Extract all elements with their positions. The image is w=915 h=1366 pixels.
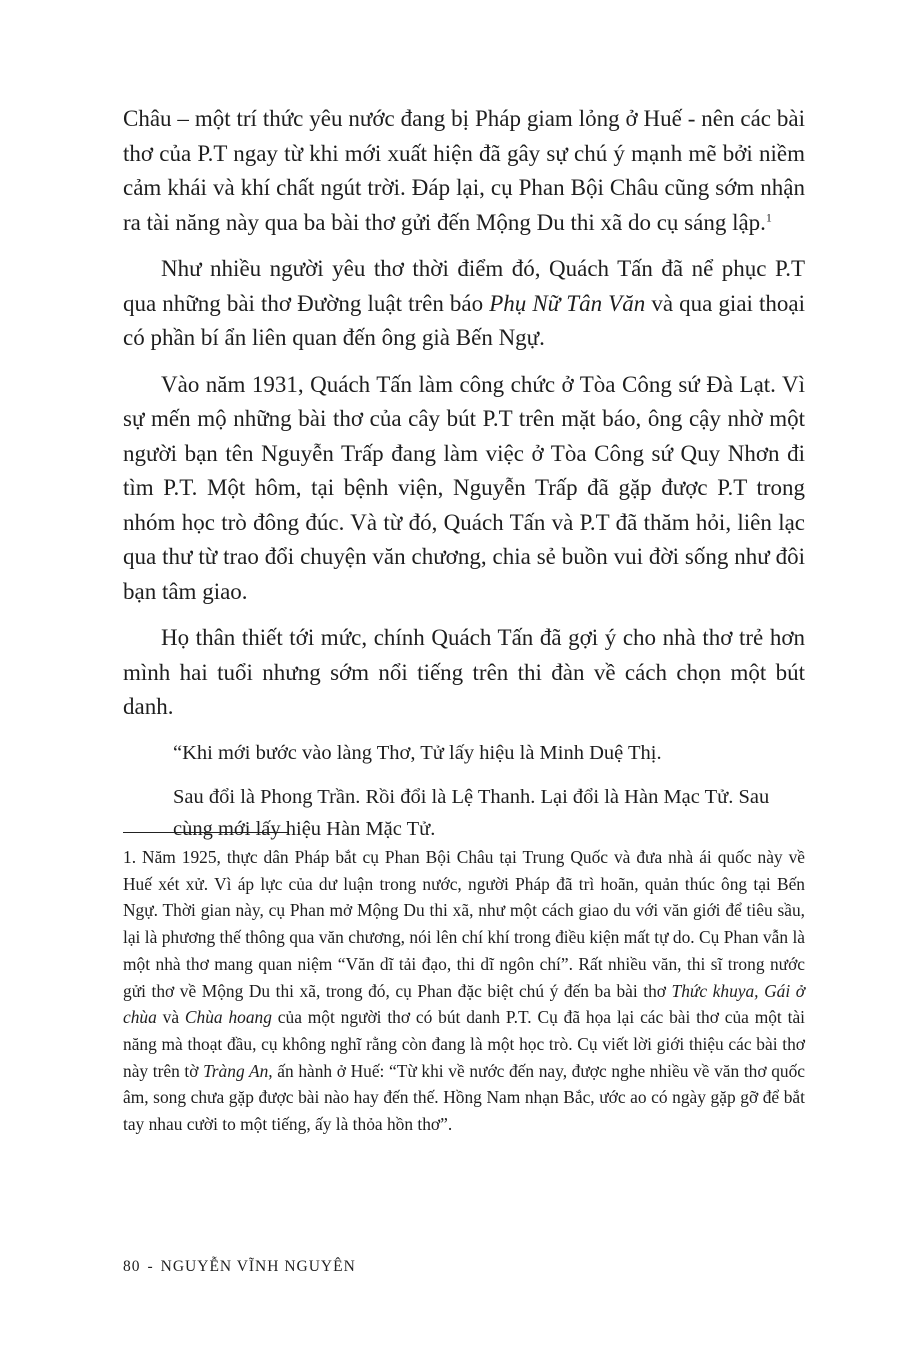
footnote xyxy=(123,844,805,1138)
footnote-poem-titles: Thức khuya, Gái ở chùa xyxy=(123,980,805,1028)
paragraph-2-text-before: Như nhiều người yêu thơ thời điểm đó, Quách Tấn đã nể phục P.T qua những bài thơ Đường luật trên báo xyxy=(123,256,805,316)
quote-line-1: “Khi mới bước vào làng Thơ, Tử lấy hiệu là Minh Duệ Thị. xyxy=(173,741,662,764)
body-text xyxy=(123,102,805,845)
footnote-poem-title-3: Chùa hoang xyxy=(184,1007,272,1028)
author-name: NGUYỄN VĨNH NGUYÊN xyxy=(160,1258,356,1275)
footnote-text-2: và xyxy=(156,1007,185,1028)
paragraph-1-text: Châu – một trí thức yêu nước đang bị Pháp giam lỏng ở Huế - nên các bài thơ của P.T ngay từ khi mới xuất hiện đã gây sự chú ý mạnh mẽ bởi niềm cảm khái và khí chất ngút trời. Đáp lại, cụ Phan Bội Châu cũng sớm nhận ra tài năng này qua ba bài thơ gửi đến Mộng Du thi xã do cụ sáng lập. xyxy=(123,106,805,235)
footnote-divider xyxy=(123,832,289,833)
quote-line-2: Sau đổi là Phong Trần. Rồi đổi là Lệ Thanh. Lại đổi là Hàn Mạc Tử. Sau cùng mới lấy hiệu Hàn Mặc Tử. xyxy=(173,785,770,840)
newspaper-title: Phụ Nữ Tân Văn xyxy=(489,290,646,316)
page-number: 80 xyxy=(123,1258,141,1275)
paragraph-1 xyxy=(123,102,805,240)
paragraph-4: Họ thân thiết tới mức, chính Quách Tấn đã gợi ý cho nhà thơ trẻ hơn mình hai tuổi nhưng sớm nổi tiếng trên thi đàn về cách chọn một bút danh. xyxy=(123,625,805,719)
paragraph-3: Vào năm 1931, Quách Tấn làm công chức ở Tòa Công sứ Đà Lạt. Vì sự mến mộ những bài thơ của cây bút P.T trên mặt báo, ông cậy nhờ một người bạn tên Nguyễn Trấp đang làm việc ở Tòa Công sứ Quy Nhơn đi tìm P.T. Một hôm, tại bệnh viện, Nguyễn Trấp đã gặp được P.T trong nhóm học trò đông đúc. Và từ đó, Quách Tấn và P.T đã thăm hỏi, liên lạc qua thư từ trao đổi chuyện văn chương, chia sẻ buồn vui đời sống như đôi bạn tâm giao. xyxy=(123,371,805,604)
paragraph-2-text-after: và qua giai thoại có phần bí ẩn liên quan đến ông già Bến Ngự. xyxy=(123,290,805,350)
footer-separator: - xyxy=(147,1258,154,1275)
footnote-text-1: 1. Năm 1925, thực dân Pháp bắt cụ Phan Bội Châu tại Trung Quốc và đưa nhà ái quốc này về Huế xét xử. Vì áp lực của dư luận trong nước, người Pháp đã trì hoãn, quản thúc ông tại Bến Ngự. Thời gian này, cụ Phan mở Mộng Du thi xã, như một cách giao du với văn giới để tiêu sầu, lại là phương thế thông qua văn chương, nói lên chí khí trong điều kiện mất tự do. Cụ Phan vẫn là một nhà thơ mang quan niệm “Văn dĩ tải đạo, thi dĩ ngôn chí”. Rất nhiều văn, thi sĩ trong nước gửi thơ về Mộng Du thi xã, trong đó, cụ Phan đặc biệt chú ý đến ba bài thơ xyxy=(123,847,805,1001)
paragraph-2 xyxy=(123,252,805,356)
footnote-reference: 1 xyxy=(765,209,772,224)
footnote-text-3: của một người thơ có bút danh P.T. Cụ đã họa lại các bài thơ của một tài năng mà thoạt đầu, cụ không nghĩ rằng còn đang là một học trò. Cụ viết lời giới thiệu các bài thơ này trên tờ xyxy=(123,1007,805,1081)
footnote-text-4: ấn hành ở Huế: “Từ khi về nước đến nay, được nghe nhiều về văn thơ quốc âm, song chưa gặp được bài nào hay đến thế. Hồng Nam nhạn Bắc, ước ao có ngày gặp gỡ để bắt tay nhau cười to một tiếng, ấy là thỏa hồn thơ”. xyxy=(123,1060,806,1135)
footnote-newspaper-title: Tràng An, xyxy=(203,1060,273,1081)
running-footer xyxy=(123,1258,356,1276)
